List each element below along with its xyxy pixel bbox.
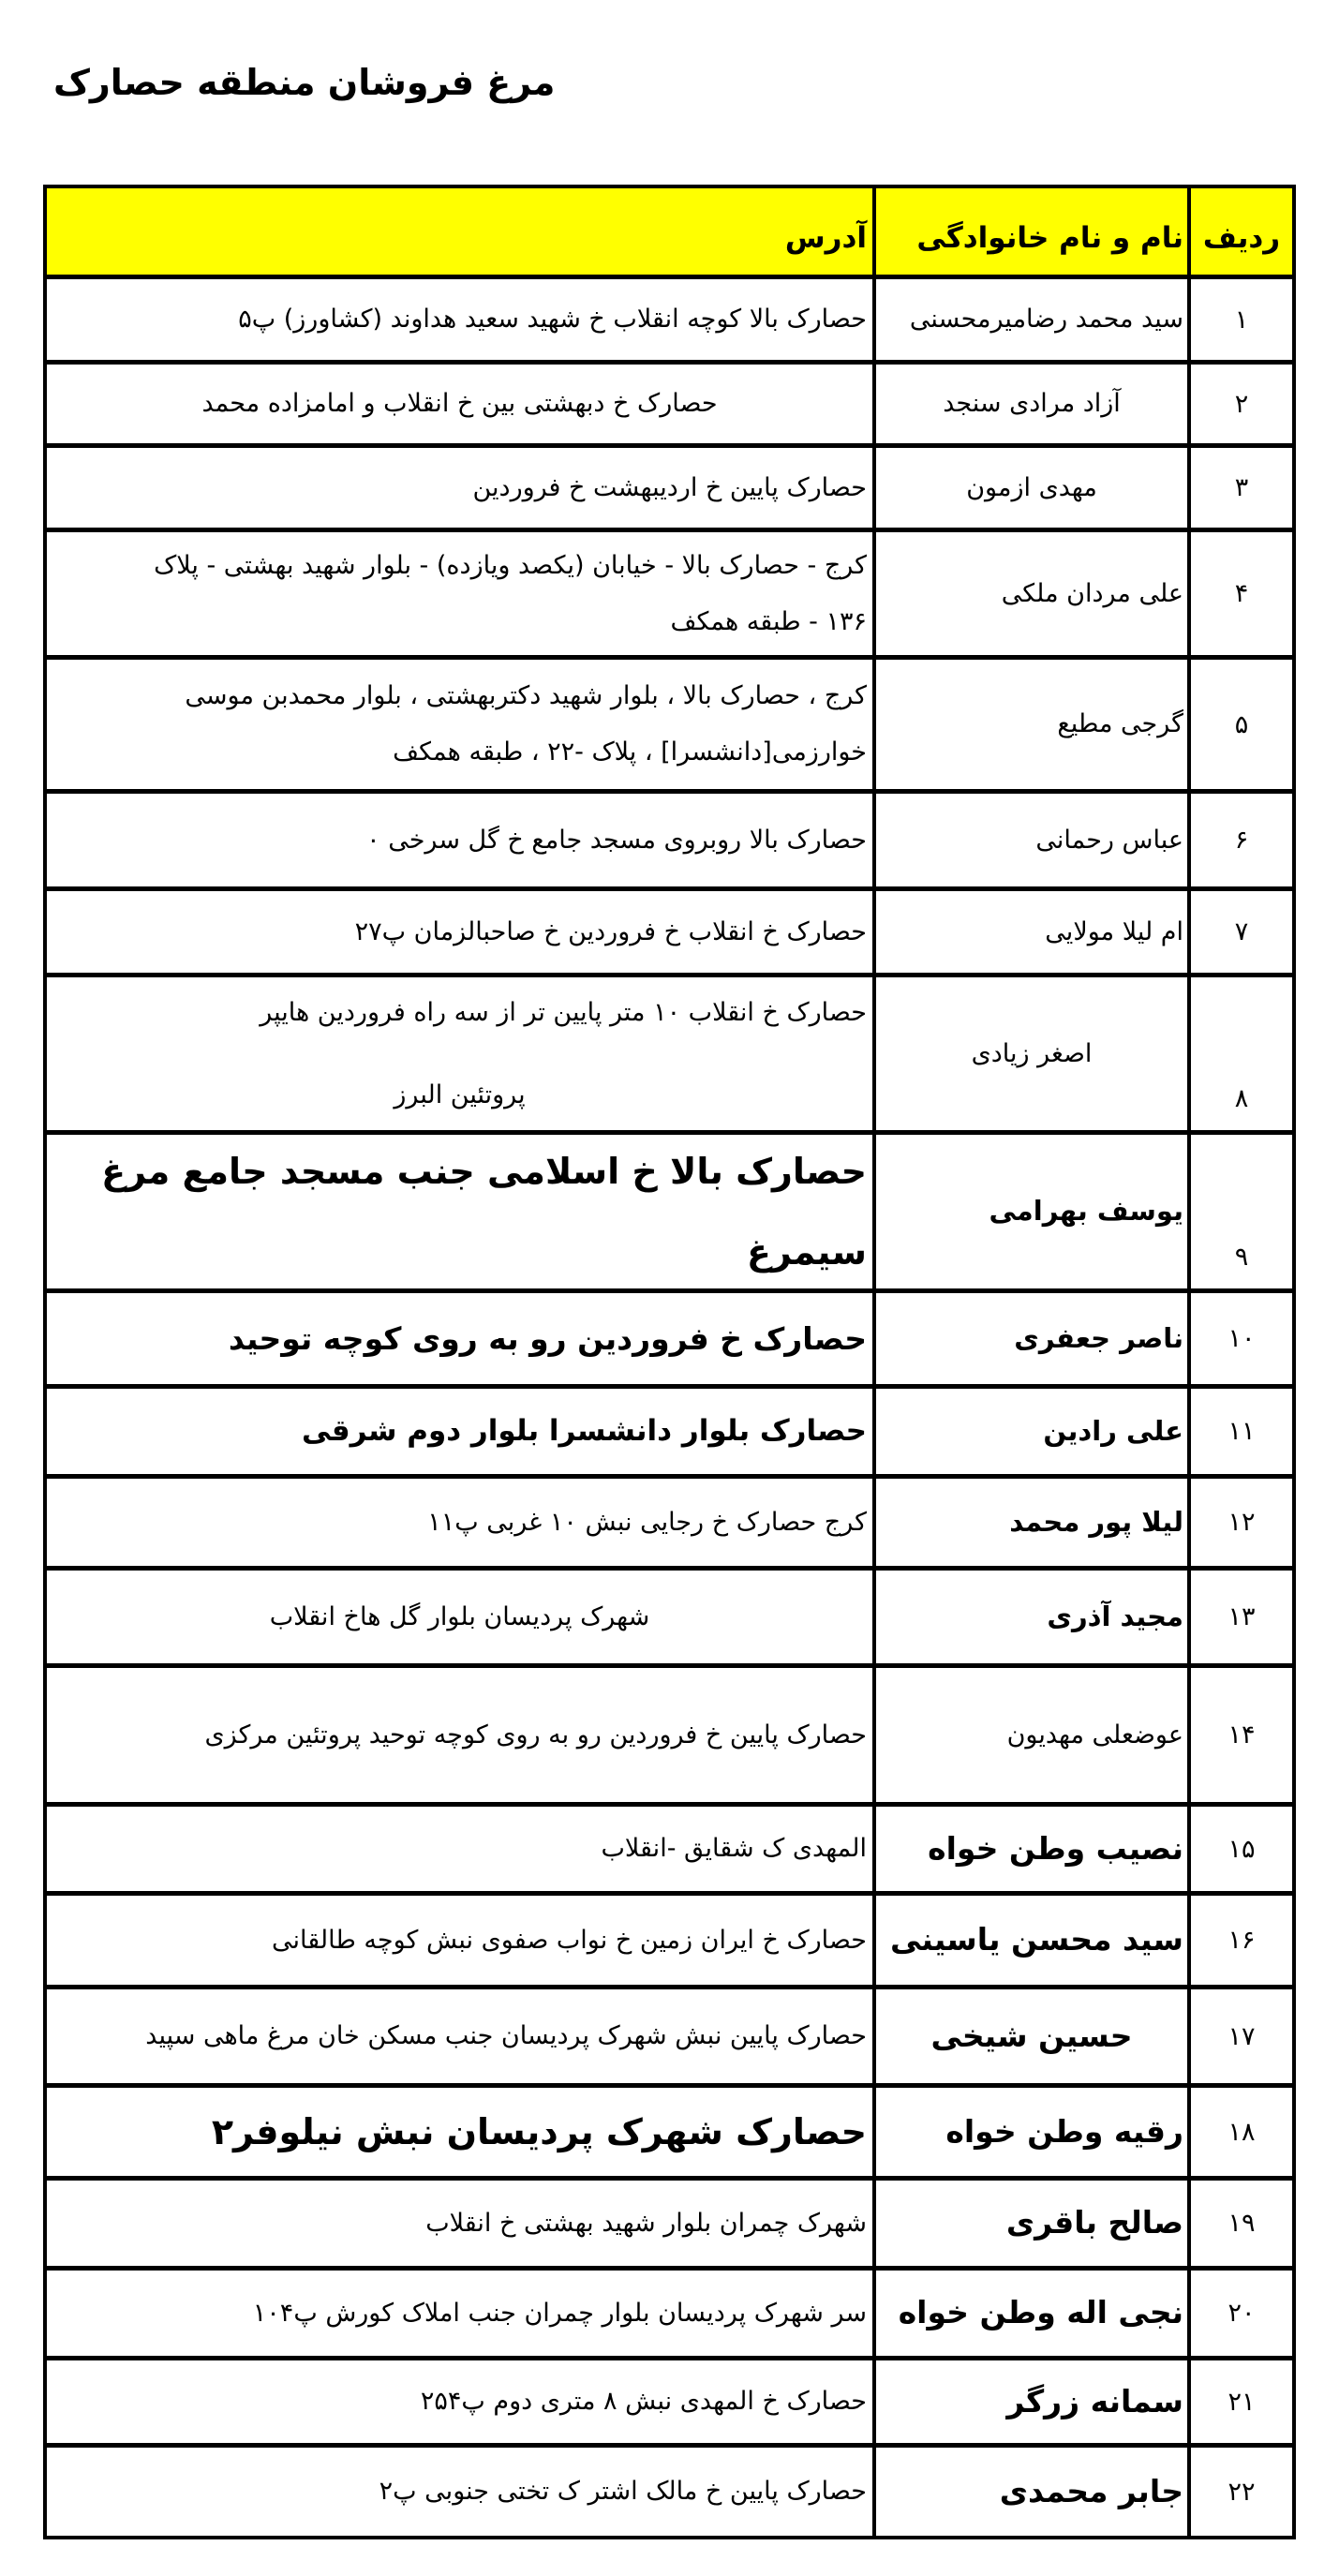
row-number-cell: ۶ <box>1187 794 1292 886</box>
table-row <box>47 2448 1292 2536</box>
seller-name-cell: علی رادین <box>872 1389 1187 1474</box>
address-line: شهرک پردیسان بلوار گل هاخ انقلاب <box>269 1601 650 1631</box>
seller-name-cell: آزاد مرادی سنجد <box>872 365 1187 443</box>
row-number-cell: ۱۰ <box>1187 1293 1292 1384</box>
row-number-cell: ۱۸ <box>1187 2088 1292 2176</box>
seller-name-cell: مهدی ازمون <box>872 448 1187 528</box>
seller-name-cell: عوضعلی مهدیون <box>872 1668 1187 1802</box>
seller-name-cell: ام لیلا مولایی <box>872 891 1187 973</box>
table-row <box>47 2181 1292 2271</box>
table-header-row <box>47 188 1292 279</box>
row-number-cell: ۲ <box>1187 365 1292 443</box>
seller-address-cell <box>47 279 872 360</box>
seller-address-cell <box>47 794 872 886</box>
table-row <box>47 1896 1292 1989</box>
seller-name-cell: سید محسن یاسینی <box>872 1896 1187 1985</box>
table-row <box>47 1389 1292 1479</box>
seller-name-cell: علی مردان ملکی <box>872 532 1187 655</box>
address-line: حصارک خ دبهشتی بین خ انقلاب و امامزاده محمد <box>201 389 718 419</box>
seller-address-cell <box>47 1135 872 1288</box>
address-line: حصارک شهرک پردیسان نبش نیلوفر۲ <box>211 2110 867 2152</box>
seller-name-cell: رقیه وطن خواه <box>872 2088 1187 2176</box>
page-title: مرغ فروشان منطقه حصارک <box>53 62 556 103</box>
seller-name-cell: نجی اله وطن خواه <box>872 2271 1187 2356</box>
address-line: حصارک بلوار دانشسرا بلوار دوم شرقی <box>302 1414 867 1449</box>
table-row <box>47 279 1292 365</box>
table-row <box>47 1989 1292 2088</box>
address-line: کرج - حصارک بالا - خیابان (یکصد ویازده) - بلوار شهید بهشتی - پلاک <box>154 550 867 580</box>
seller-address-cell <box>47 1293 872 1384</box>
seller-name-cell: صالح باقری <box>872 2181 1187 2266</box>
address-line: حصارک خ انقلاب خ فروردین خ صاحبالزمان پ۲۷ <box>354 916 867 946</box>
table-row <box>47 1668 1292 1807</box>
address-line: پروتئین البرز <box>394 1080 526 1109</box>
table-row <box>47 977 1292 1135</box>
row-number-cell: ۷ <box>1187 891 1292 973</box>
table-row <box>47 1293 1292 1389</box>
seller-name-cell: عباس رحمانی <box>872 794 1187 886</box>
seller-address-cell <box>47 2448 872 2536</box>
address-line: حصارک پایین خ مالک اشتر ک تختی جنوبی پ۲ <box>379 2477 867 2507</box>
seller-address-cell <box>47 2360 872 2443</box>
address-line: کرج حصارک خ رجایی نبش ۱۰ غربی پ۱۱ <box>427 1507 867 1537</box>
table-row <box>47 660 1292 794</box>
seller-address-cell <box>47 1807 872 1891</box>
table-row <box>47 1571 1292 1668</box>
table-row <box>47 2271 1292 2360</box>
seller-address-cell <box>47 1989 872 2083</box>
table-row <box>47 1479 1292 1571</box>
seller-address-cell <box>47 660 872 789</box>
seller-name-cell: سمانه زرگر <box>872 2360 1187 2443</box>
address-line: المهدی ک شقایق -انقلاب <box>601 1834 867 1864</box>
seller-name-cell: نصیب وطن خواه <box>872 1807 1187 1891</box>
column-header-address: آدرس <box>784 221 867 255</box>
seller-name-cell: ناصر جعفری <box>872 1293 1187 1384</box>
row-number-cell: ۱۶ <box>1187 1896 1292 1985</box>
seller-name-cell: گرجی مطیع <box>872 660 1187 789</box>
seller-address-cell <box>47 2088 872 2176</box>
seller-address-cell <box>47 365 872 443</box>
table-row <box>47 2360 1292 2448</box>
seller-address-cell <box>47 1668 872 1802</box>
seller-name-cell: حسین شیخی <box>872 1989 1187 2083</box>
row-number-cell: ۲۱ <box>1187 2360 1292 2443</box>
address-line: حصارک خ انقلاب ۱۰ متر پایین تر از سه راه فروردین هایپر <box>260 997 867 1027</box>
address-line: حصارک پایین خ فروردین رو به روی کوچه توحید پروتئین مرکزی <box>204 1720 867 1750</box>
table-row <box>47 794 1292 891</box>
seller-address-cell <box>47 2271 872 2356</box>
row-number-cell: ۲۲ <box>1187 2448 1292 2536</box>
address-line: حصارک بالا خ اسلامی جنب مسجد جامع مرغ <box>101 1150 867 1192</box>
address-line: سیمرغ <box>747 1231 867 1273</box>
seller-address-cell <box>47 1389 872 1474</box>
seller-name-cell: اصغر زیادی <box>872 977 1187 1130</box>
address-line: شهرک چمران بلوار شهید بهشتی خ انقلاب <box>425 2208 867 2238</box>
row-number-cell: ۱۱ <box>1187 1389 1292 1474</box>
row-number-cell: ۳ <box>1187 448 1292 528</box>
table-row <box>47 448 1292 532</box>
seller-address-cell <box>47 2181 872 2266</box>
seller-address-cell <box>47 448 872 528</box>
seller-name-cell: مجید آذری <box>872 1571 1187 1663</box>
row-number-cell: ۱۳ <box>1187 1571 1292 1663</box>
seller-name-cell: جابر محمدی <box>872 2448 1187 2536</box>
table-body <box>47 279 1292 2536</box>
row-number-cell: ۱۵ <box>1187 1807 1292 1891</box>
address-line: ۱۳۶ - طبقه همکف <box>670 606 867 636</box>
address-line: حصارک پایین نبش شهرک پردیسان جنب مسکن خان مرغ ماهی سپید <box>145 2021 867 2051</box>
table-row <box>47 2088 1292 2181</box>
table-row <box>47 365 1292 448</box>
seller-name-cell: یوسف بهرامی <box>872 1135 1187 1288</box>
address-line: حصارک بالا کوچه انقلاب خ شهید سعید هداوند (کشاورز) پ۵ <box>238 305 867 335</box>
address-line: حصارک خ المهدی نبش ۸ متری دوم پ۲۵۴ <box>420 2387 867 2417</box>
seller-name-cell: سید محمد رضامیرمحسنی <box>872 279 1187 360</box>
sellers-table <box>43 185 1296 2539</box>
row-number-cell: ۱۲ <box>1187 1479 1292 1566</box>
table-row <box>47 1135 1292 1293</box>
row-number-cell: ۵ <box>1187 660 1292 789</box>
seller-address-cell <box>47 1571 872 1663</box>
row-number-cell: ۹ <box>1187 1135 1292 1288</box>
row-number-cell: ۱۹ <box>1187 2181 1292 2266</box>
row-number-cell: ۲۰ <box>1187 2271 1292 2356</box>
seller-address-cell <box>47 891 872 973</box>
table-row <box>47 1807 1292 1896</box>
table-row <box>47 532 1292 660</box>
address-line: حصارک خ فروردین رو به روی کوچه توحید <box>228 1319 867 1357</box>
address-line: سر شهرک پردیسان بلوار چمران جنب املاک کورش پ۱۰۴ <box>252 2298 867 2328</box>
row-number-cell: ۸ <box>1187 977 1292 1130</box>
seller-address-cell <box>47 532 872 655</box>
seller-address-cell <box>47 1479 872 1566</box>
row-number-cell: ۱۴ <box>1187 1668 1292 1802</box>
seller-address-cell <box>47 977 872 1130</box>
seller-name-cell: لیلا پور محمد <box>872 1479 1187 1566</box>
address-line: کرج ، حصارک بالا ، بلوار شهید دکتربهشتی ، بلوار محمدبن موسی <box>185 681 867 711</box>
seller-address-cell <box>47 1896 872 1985</box>
column-header-row-number: ردیف <box>1187 188 1292 275</box>
address-line: حصارک پایین خ اردیبهشت خ فروردین <box>472 472 867 502</box>
row-number-cell: ۱۷ <box>1187 1989 1292 2083</box>
column-header-full-name: نام و نام خانوادگی <box>872 188 1187 275</box>
row-number-cell: ۴ <box>1187 532 1292 655</box>
address-line: حصارک بالا روبروی مسجد جامع خ گل سرخی ۰ <box>366 825 867 855</box>
table-row <box>47 891 1292 977</box>
row-number-cell: ۱ <box>1187 279 1292 360</box>
address-line: خوارزمی[دانشسرا] ، پلاک -۲۲ ، طبقه همکف <box>393 737 867 767</box>
address-line: حصارک خ ایران زمین خ نواب صفوی نبش کوچه طالقانی <box>271 1925 867 1955</box>
